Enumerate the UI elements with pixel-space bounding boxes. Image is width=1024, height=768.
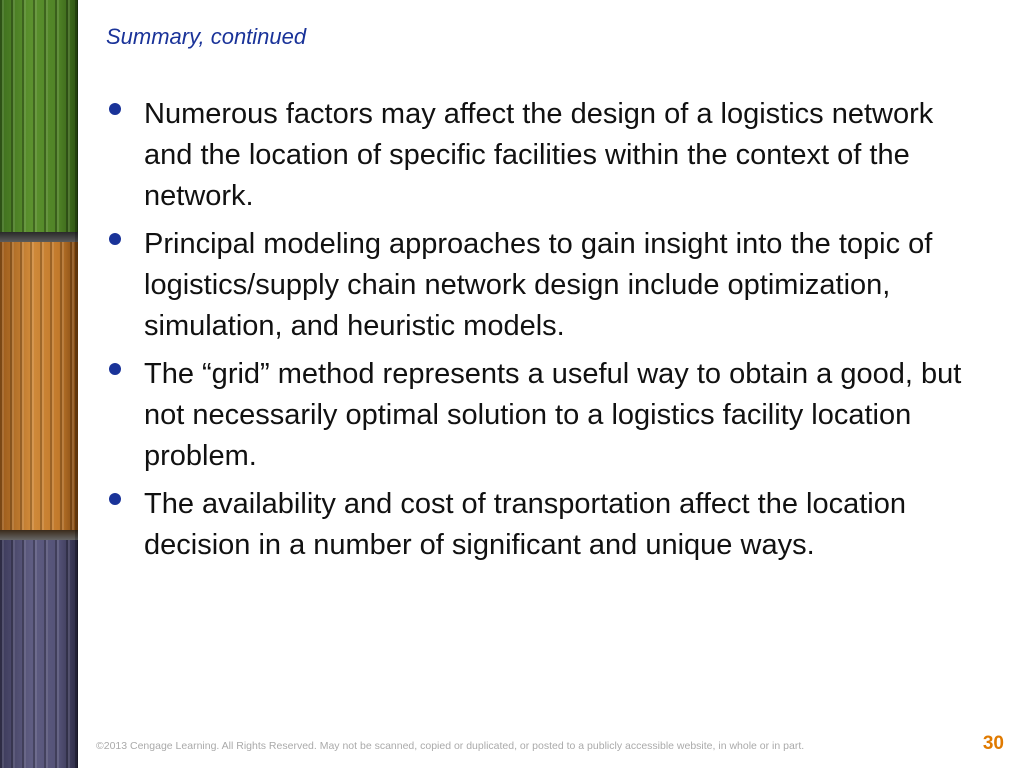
- bullet-text: The “grid” method represents a useful way to obtain a good, but not necessarily optimal solution to a logistics facility location problem.: [144, 358, 962, 472]
- copyright-footer: ©2013 Cengage Learning. All Rights Reserved. May not be scanned, copied or duplicated, or posted to a publicly accessible website, in whole or in part.: [96, 740, 805, 752]
- bullet-item: [106, 354, 986, 477]
- bullet-dot-icon: [109, 103, 121, 115]
- bullet-dot-icon: [109, 233, 121, 245]
- bullet-text: Numerous factors may affect the design of a logistics network and the location of specific facilities within the context of the network.: [144, 98, 934, 212]
- slide-title: Summary, continued: [106, 24, 307, 49]
- bullet-dot-icon: [109, 493, 121, 505]
- bullet-dot-icon: [109, 363, 121, 375]
- green-container-image: [0, 0, 78, 232]
- orange-container-image: [0, 242, 78, 530]
- page-number: 30: [982, 733, 1004, 754]
- purple-container-image: [0, 540, 78, 768]
- bullet-item: [106, 224, 986, 347]
- decorative-container-strip: [0, 0, 78, 768]
- bullet-item: [106, 94, 986, 217]
- container-seam: [0, 232, 78, 242]
- bullet-list: [106, 94, 986, 573]
- strip-shadow-edge: [75, 0, 78, 768]
- bullet-text: The availability and cost of transportation affect the location decision in a number of significant and unique ways.: [144, 488, 906, 561]
- bullet-item: [106, 484, 986, 566]
- container-seam: [0, 530, 78, 540]
- bullet-text: Principal modeling approaches to gain insight into the topic of logistics/supply chain network design include optimization, simulation, and heuristic models.: [144, 228, 933, 342]
